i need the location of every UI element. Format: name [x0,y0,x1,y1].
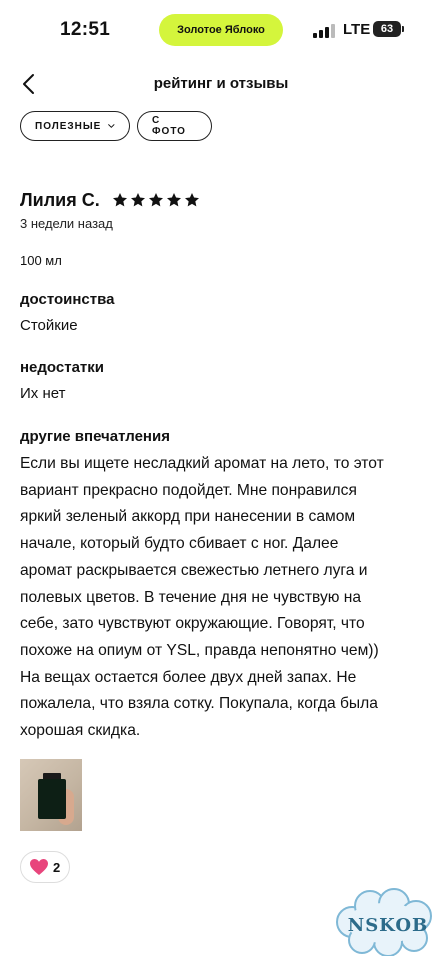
review-line: вариант прекрасно подойдет. Мне понравился [20,481,357,499]
battery-icon [373,21,401,37]
review-line: яркий зеленый аккорд при нанесении в самом [20,508,356,526]
heart-icon [29,858,49,876]
review-line: начале, который будто сбивает с ног. Далее [20,535,339,553]
review-line: полевых цветов. В течение дня не чувствую на [20,588,362,606]
review-author: Лилия С. [20,190,100,210]
star-icon [130,192,146,208]
network-type: LTE [343,21,371,38]
review-text [20,451,420,745]
star-icon [112,192,128,208]
chevron-down-icon [108,122,115,130]
rating-stars [112,192,200,208]
review-line: пожалела, что взяла сотку. Покупала, когда была [20,695,378,713]
page-title: рейтинг и отзывы [153,75,289,92]
battery-level: 63 [380,23,394,35]
review-line: похоже на опиум от YSL, правда непонятно чем)) [20,641,379,659]
star-icon [148,192,164,208]
cons-heading: недостатки [20,359,104,376]
with-photo-filter[interactable] [137,111,212,141]
other-heading: другие впечатления [20,428,170,445]
watermark-text: NSKOB [347,915,429,936]
cons-text: Их нет [20,385,66,402]
review-photo[interactable] [20,759,82,831]
review-date: 3 недели назад [20,216,113,231]
review-line: На вещах остается более двух дней запах. Не [20,668,357,686]
star-icon [184,192,200,208]
review-line: аромат раскрывается свежестью летнего луга и [20,561,368,579]
review-line: себе, зато чувствуют окружающие. Говорят, что [20,615,365,633]
review-line: хорошая скидка. [20,722,141,740]
review-line: Если вы ищете несладкий аромат на лето, то этот [20,455,384,472]
like-button[interactable] [20,851,70,883]
status-time: 12:51 [60,19,111,40]
like-count: 2 [53,859,61,875]
photo-bottle [38,779,66,819]
star-icon [166,192,182,208]
pros-heading: достоинства [20,291,115,308]
sort-dropdown[interactable] [20,111,130,141]
pros-text: Стойкие [20,317,78,334]
store-pill[interactable]: Золотое Яблоко [159,14,283,46]
signal-icon [313,24,335,38]
status-bar [0,0,442,62]
sort-label: ПОЛЕЗНЫЕ [35,120,102,132]
product-volume: 100 мл [20,253,62,268]
with-photo-label: С ФОТО [152,115,186,137]
